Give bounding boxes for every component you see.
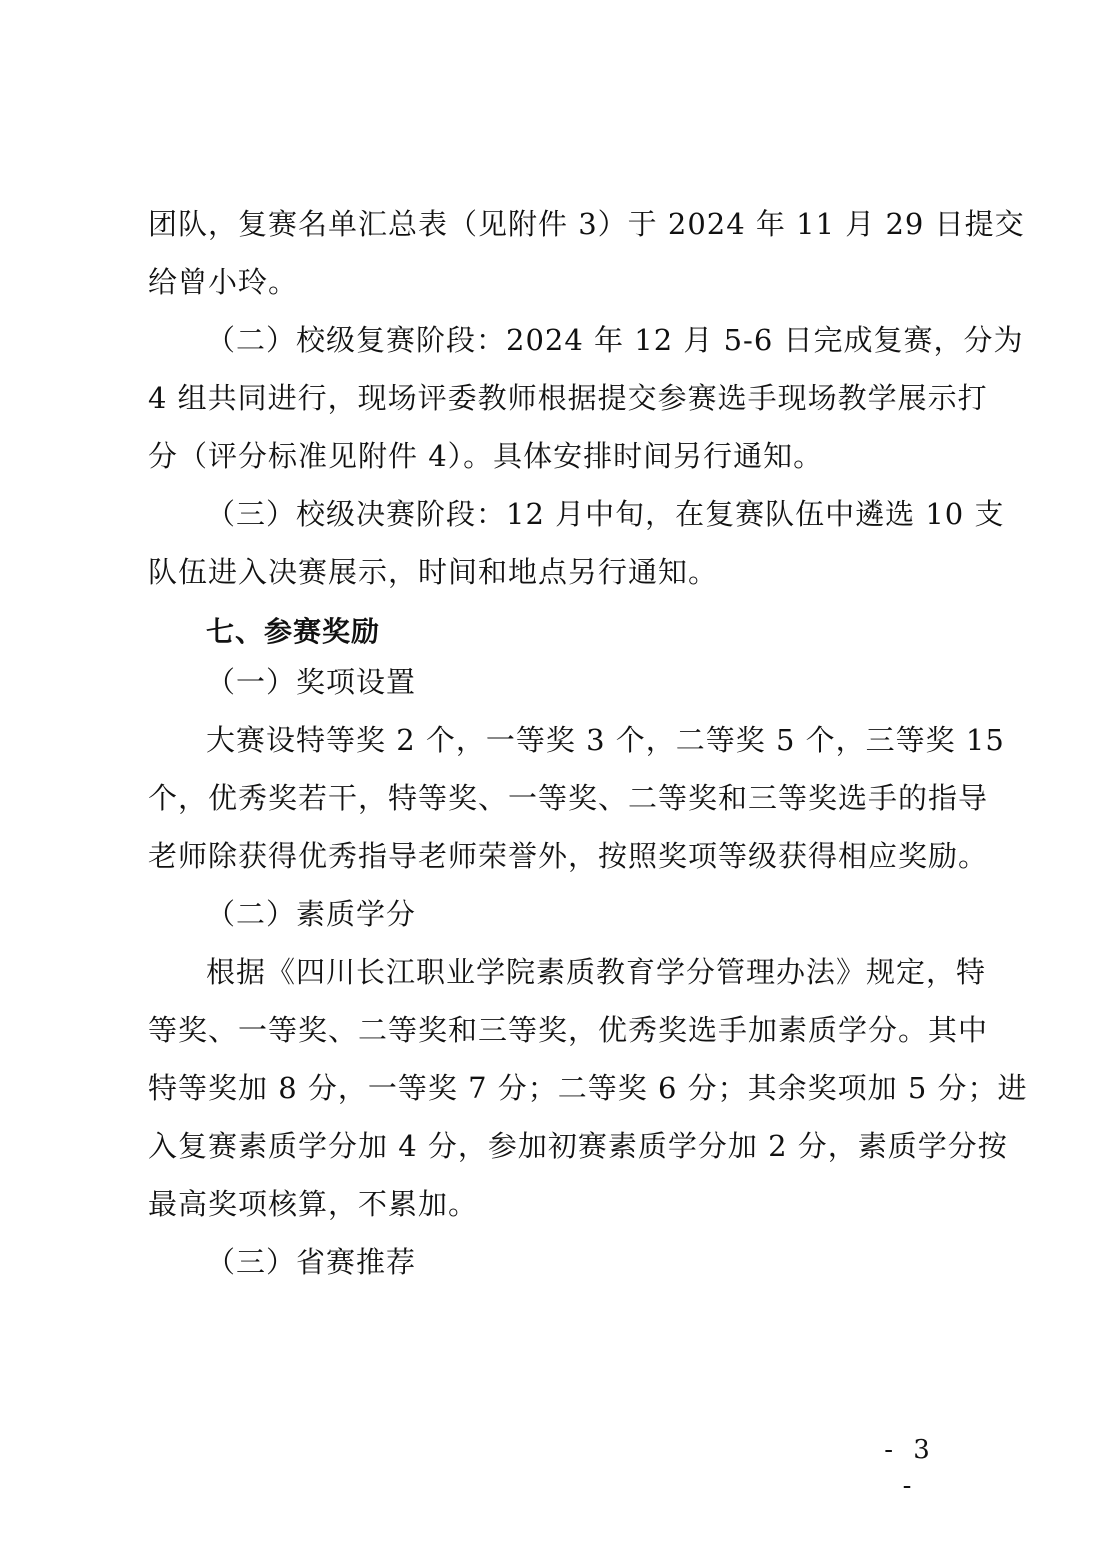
paragraph-line: 根据《四川长江职业学院素质教育学分管理办法》规定，特 <box>206 955 987 989</box>
paragraph-line: 最高奖项核算，不累加。 <box>148 1187 479 1221</box>
paragraph-line: 等奖、一等奖、二等奖和三等奖，优秀奖选手加素质学分。其中 <box>148 1013 989 1047</box>
paragraph-line: （三）校级决赛阶段：12 月中旬，在复赛队伍中遴选 10 支 <box>206 497 1005 531</box>
paragraph-line: 老师除获得优秀指导老师荣誉外，按照奖项等级获得相应奖励。 <box>148 839 989 873</box>
paragraph-line: 分（评分标准见附件 4）。具体安排时间另行通知。 <box>148 439 824 473</box>
subsection-heading: （三）省赛推荐 <box>206 1245 417 1279</box>
paragraph-line: 4 组共同进行，现场评委教师根据提交参赛选手现场教学展示打 <box>148 381 988 415</box>
subsection-heading: （一）奖项设置 <box>206 665 417 699</box>
paragraph-line: （二）校级复赛阶段：2024 年 12 月 5-6 日完成复赛，分为 <box>206 323 1024 357</box>
paragraph-line: 入复赛素质学分加 4 分，参加初赛素质学分加 2 分，素质学分按 <box>148 1129 1008 1163</box>
page-number: - 3 - <box>884 1435 936 1501</box>
paragraph-line: 特等奖加 8 分，一等奖 7 分；二等奖 6 分；其余奖项加 5 分；进 <box>148 1071 1028 1105</box>
subsection-heading: （二）素质学分 <box>206 897 417 931</box>
paragraph-line: 个，优秀奖若干，特等奖、一等奖、二等奖和三等奖选手的指导 <box>148 781 989 815</box>
paragraph-line: 团队，复赛名单汇总表（见附件 3）于 2024 年 11 月 29 日提交 <box>148 207 1025 241</box>
paragraph-line: 大赛设特等奖 2 个，一等奖 3 个，二等奖 5 个，三等奖 15 <box>206 723 1005 757</box>
paragraph-line: 给曾小玲。 <box>148 265 299 299</box>
section-heading: 七、参赛奖励 <box>206 615 381 648</box>
paragraph-line: 队伍进入决赛展示，时间和地点另行通知。 <box>148 555 719 589</box>
